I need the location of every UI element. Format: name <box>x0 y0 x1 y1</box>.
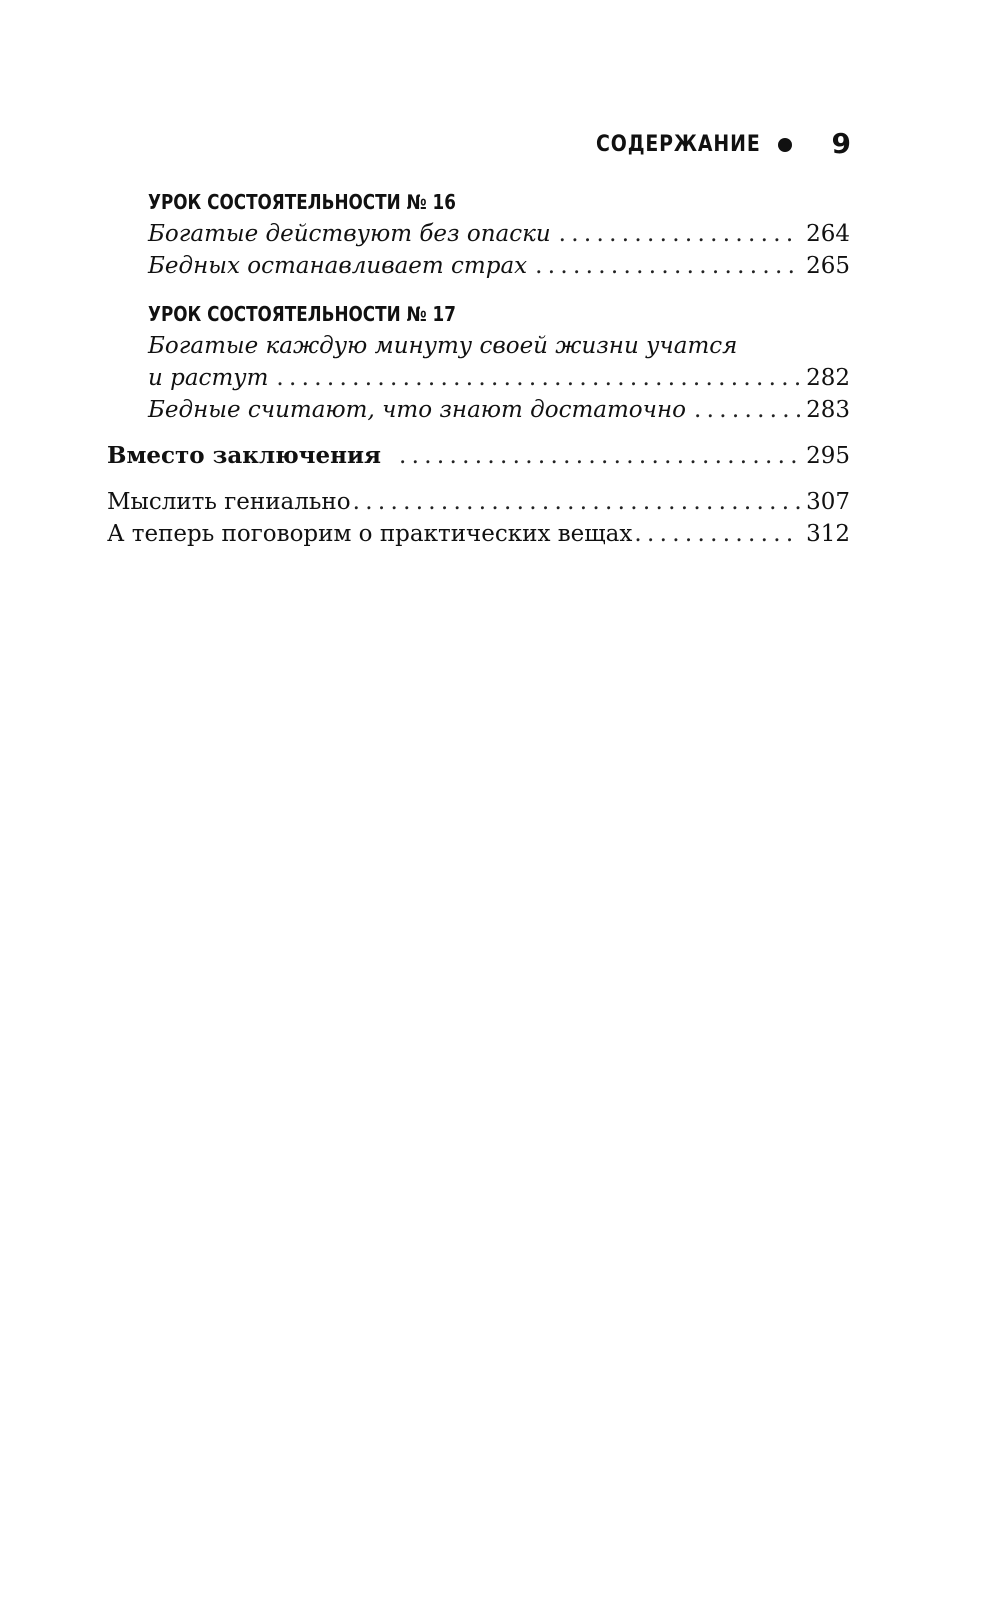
lesson-heading-17: УРОК СОСТОЯТЕЛЬНОСТИ № 17 <box>148 302 456 326</box>
entry-page: 295 <box>806 443 850 469</box>
dot-leader <box>559 218 800 250</box>
entry-page: 265 <box>806 253 850 279</box>
entry-page: 283 <box>806 397 850 423</box>
entry-page: 307 <box>806 489 850 515</box>
toc-entry[interactable] <box>148 250 850 282</box>
toc-entry-conclusion[interactable] <box>107 440 850 472</box>
page-number: 9 <box>831 127 851 160</box>
dot-leader <box>276 362 800 394</box>
lesson-heading-16: УРОК СОСТОЯТЕЛЬНОСТИ № 16 <box>148 190 456 214</box>
entry-title-line1: Богатые каждую минуту своей жизни учатся <box>148 333 738 359</box>
entry-page: 282 <box>806 365 850 391</box>
toc-entry[interactable] <box>107 486 850 518</box>
toc-entry[interactable] <box>107 518 850 550</box>
entry-page: 264 <box>806 221 850 247</box>
entry-title: Вместо заключения <box>107 442 382 469</box>
dot-leader <box>535 250 800 282</box>
entry-title: Бедные считают, что знают достаточно <box>148 397 686 423</box>
entry-page: 312 <box>806 521 850 547</box>
entry-title: Мыслить гениально <box>107 489 351 515</box>
bullet-dot-icon <box>778 138 792 152</box>
entry-title: А теперь поговорим о практических вещах <box>107 521 633 547</box>
toc-entry[interactable] <box>148 362 850 394</box>
running-header <box>596 124 851 164</box>
toc-entry[interactable] <box>148 394 850 426</box>
header-title: СОДЕРЖАНИЕ <box>596 131 761 157</box>
dot-leader <box>694 394 800 426</box>
toc-entry[interactable] <box>148 218 850 250</box>
entry-title: и растут <box>148 365 269 391</box>
entry-title: Бедных останавливает страх <box>148 253 528 279</box>
dot-leader <box>399 440 800 472</box>
entry-title: Богатые действуют без опаски <box>148 221 551 247</box>
dot-leader <box>634 518 800 550</box>
dot-leader <box>353 486 801 518</box>
